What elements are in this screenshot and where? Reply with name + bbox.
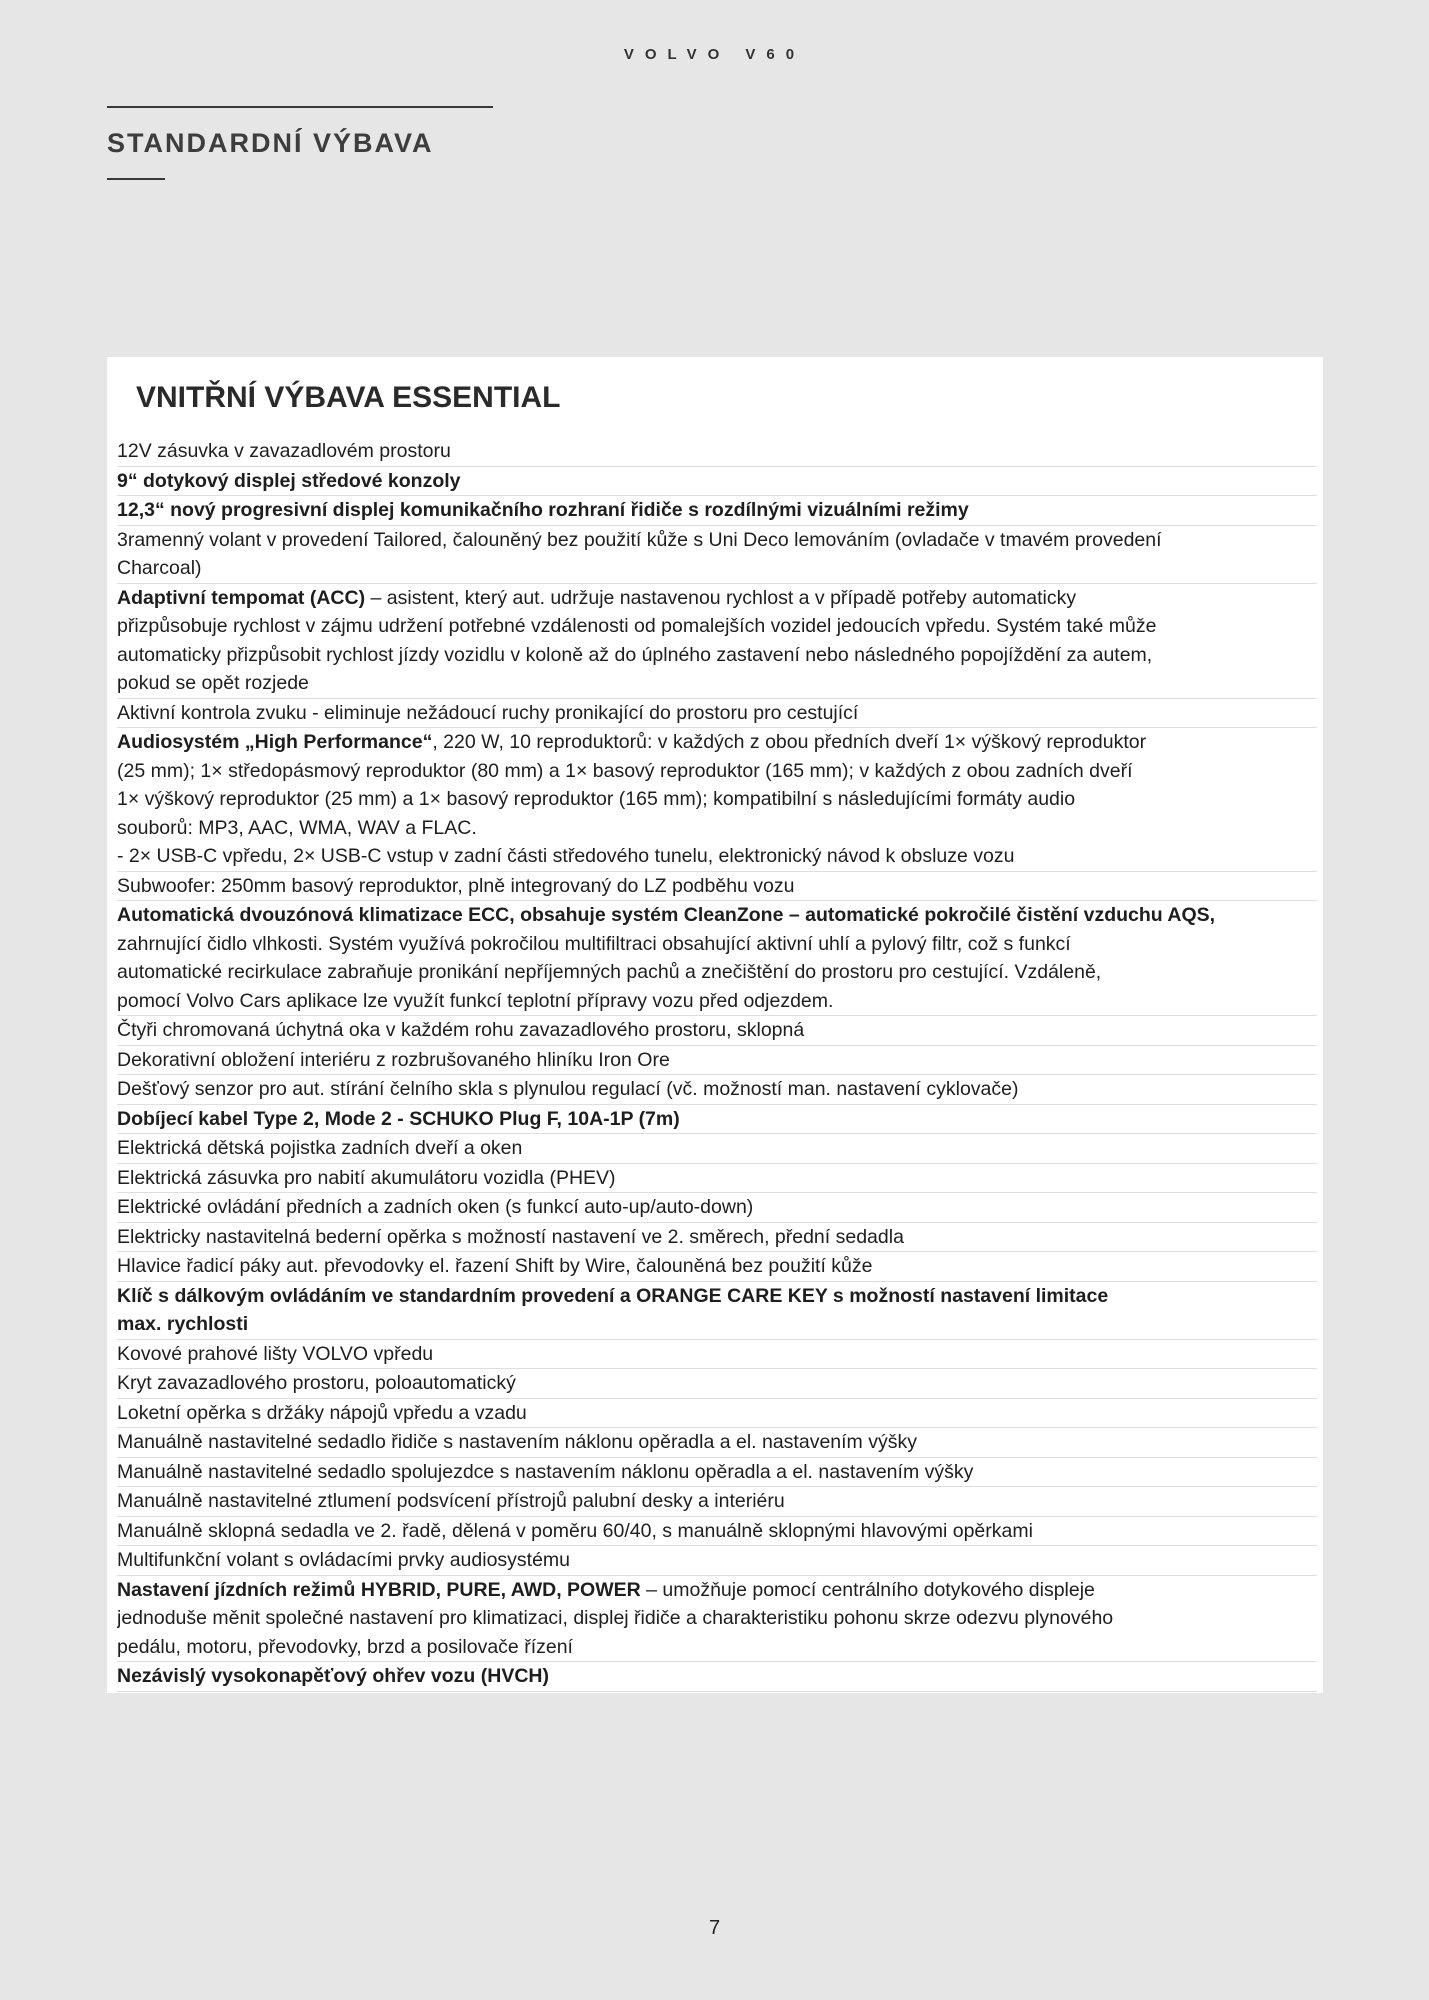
equipment-item [117,1046,1317,1076]
equipment-item-text: Kryt zavazadlového prostoru, poloautomatický [117,1372,516,1394]
equipment-item-line [117,1016,1317,1045]
equipment-item-line [117,1517,1317,1546]
equipment-item-bold: Klíč s dálkovým ovládáním ve standardním provedení a ORANGE CARE KEY s možností nastavení limitace [117,1284,1109,1307]
equipment-item-text: Elektrická dětská pojistka zadních dveří a oken [117,1137,523,1159]
equipment-item-bold: 9“ dotykový displej středové konzoly [117,469,461,492]
equipment-item-line [117,1252,1317,1281]
equipment-item [117,1075,1317,1105]
equipment-item-line [117,1134,1317,1163]
equipment-item [117,1193,1317,1223]
equipment-item-text: pokud se opět rozjede [117,672,309,694]
equipment-item-line [117,1369,1317,1398]
section-title: STANDARDNÍ VÝBAVA [107,128,434,158]
equipment-item-text: souborů: MP3, AAC, WMA, WAV a FLAC. [117,816,477,839]
equipment-item-bold: max. rychlosti [117,1313,249,1335]
equipment-item-text: automaticky přizpůsobit rychlost jízdy vozidlu v koloně až do úplného zastavení nebo následného popojíždění za autem, [117,643,1153,666]
equipment-item-text: Subwoofer: 250mm basový reproduktor, plně integrovaný do LZ podběhu vozu [117,874,795,897]
equipment-item-line [117,1633,1317,1662]
equipment-item-text: Manuálně nastavitelné sedadlo řidiče s nastavením náklonu opěradla a el. nastavením výšky [117,1431,917,1453]
equipment-item [117,1340,1317,1370]
equipment-item [117,1164,1317,1194]
equipment-item [117,1576,1317,1663]
equipment-item-bold: Automatická dvouzónová klimatizace ECC, obsahuje systém CleanZone – automatické pokročilé čistění vzduchu AQS, [117,904,1216,926]
equipment-item [117,584,1317,699]
equipment-item-line [117,1046,1317,1075]
equipment-item [117,467,1317,497]
equipment-panel [107,357,1323,1693]
equipment-item-line [117,1604,1317,1633]
equipment-item-line [117,987,1317,1016]
equipment-item-line [117,1546,1317,1575]
equipment-item-line [117,554,1317,583]
equipment-item [117,526,1317,584]
equipment-item-text: – asistent, který aut. udržuje nastavenou rychlost a v případě potřeby automaticky [365,586,1077,609]
equipment-item-text: pedálu, motoru, převodovky, brzd a posilovače řízení [117,1635,573,1658]
equipment-item-line [117,1193,1317,1222]
equipment-item-line [117,728,1317,757]
equipment-item-text: Loketní opěrka s držáky nápojů vpředu a vzadu [117,1401,527,1424]
equipment-item-bold: Dobíjecí kabel Type 2, Mode 2 - SCHUKO Plug F, 10A-1P (7m) [117,1107,680,1130]
equipment-item-line [117,872,1317,901]
equipment-item [117,1399,1317,1429]
equipment-item-text: Charcoal) [117,557,202,579]
equipment-item-bold: Audiosystém „High Performance“ [117,731,433,753]
equipment-item-line [117,1164,1317,1193]
equipment-item-line [117,785,1317,814]
equipment-item [117,1517,1317,1547]
equipment-item [117,901,1317,1016]
equipment-item [117,1105,1317,1135]
equipment-item-line [117,437,1317,466]
equipment-item-text: Dešťový senzor pro aut. stírání čelního skla s plynulou regulací (vč. možností man. nastavení cyklovače) [117,1078,1019,1100]
equipment-item [117,699,1317,729]
equipment-item-text: Multifunkční volant s ovládacími prvky audiosystému [117,1549,571,1571]
equipment-item-line [117,1458,1317,1487]
equipment-item-text: (25 mm); 1× středopásmový reproduktor (80 mm) a 1× basový reproduktor (165 mm); v každých z obou zadních dveří [117,759,1133,782]
equipment-item-line [117,1223,1317,1252]
equipment-item [117,1016,1317,1046]
equipment-item [117,496,1317,526]
equipment-item [117,437,1317,467]
equipment-item [117,1662,1317,1692]
equipment-item-text: Kovové prahové lišty VOLVO vpředu [117,1342,434,1365]
equipment-item-text: zahrnující čidlo vlhkosti. Systém využívá pokročilou multifiltraci obsahující aktivní uhlí a pylový filtr, což s funkcí [117,932,1071,955]
page-number: 7 [708,1917,721,1939]
equipment-item-text: přizpůsobuje rychlost v zájmu udržení potřebné vzdálenosti od pomalejších vozidel jedoucích vpředu. Systém také může [117,615,1157,637]
equipment-item-bold: Adaptivní tempomat (ACC) [117,586,366,609]
equipment-item-bold: 12,3“ nový progresivní displej komunikačního rozhraní řidiče s rozdílnými vizuálními režimy [117,499,969,521]
equipment-item-text: Elektrické ovládání předních a zadních oken (s funkcí auto-up/auto-down) [117,1196,754,1218]
brand-header: VOLVO V60 [623,46,806,63]
equipment-item-line [117,1075,1317,1104]
equipment-item-line [117,496,1317,525]
equipment-item [117,1252,1317,1282]
equipment-item-line [117,1428,1317,1457]
equipment-item-text: automatické recirkulace zabraňuje pronikání nepříjemných pachů a znečištění do prostoru pro cestující. Vzdáleně, [117,961,1102,983]
short-rule [107,178,165,180]
equipment-item-line [117,958,1317,987]
equipment-item-line [117,930,1317,959]
equipment-item-line [117,1487,1317,1516]
equipment-item-line [117,1576,1317,1605]
equipment-item [117,1223,1317,1253]
equipment-item-text: jednoduše měnit společné nastavení pro klimatizaci, displej řidiče a charakteristiku pohonu skrze odezvu plynového [117,1607,1114,1629]
equipment-item-line [117,1105,1317,1134]
equipment-item-text: Aktivní kontrola zvuku - eliminuje nežádoucí ruchy pronikající do prostoru pro cestující [117,701,859,724]
equipment-item-text: – umožňuje pomocí centrálního dotykového displeje [640,1578,1095,1601]
equipment-item-text: , 220 W, 10 reproduktorů: v každých z obou předních dveří 1× výškový reproduktor [432,731,1147,753]
equipment-item-line [117,1310,1317,1339]
equipment-item-bold: Nastavení jízdních režimů HYBRID, PURE, AWD, POWER [117,1578,641,1601]
equipment-item-line [117,526,1317,555]
equipment-item-line [117,757,1317,786]
equipment-item-text: Čtyři chromovaná úchytná oka v každém rohu zavazadlového prostoru, sklopná [117,1019,805,1041]
equipment-item-line [117,699,1317,728]
equipment-item-line [117,584,1317,613]
equipment-item [117,1546,1317,1576]
equipment-item-line [117,1282,1317,1311]
equipment-item-text: Elektrická zásuvka pro nabití akumulátoru vozidla (PHEV) [117,1166,616,1189]
equipment-item-line [117,901,1317,930]
equipment-item-line [117,669,1317,698]
equipment-item-text: 1× výškový reproduktor (25 mm) a 1× basový reproduktor (165 mm); kompatibilní s následujícími formáty audio [117,788,1076,810]
equipment-item-text: Manuálně nastavitelné ztlumení podsvícení přístrojů palubní desky a interiéru [117,1490,785,1512]
equipment-item-text: Dekorativní obložení interiéru z rozbrušovaného hliníku Iron Ore [117,1048,670,1071]
equipment-item-text: pomocí Volvo Cars aplikace lze využít funkcí teplotní přípravy vozu před odjezdem. [117,989,834,1012]
equipment-item-line [117,842,1317,871]
equipment-item-text: Manuálně sklopná sedadla ve 2. řadě, dělená v poměru 60/40, s manuálně sklopnými hlavovými opěrkami [117,1519,1033,1542]
equipment-item-text: Elektricky nastavitelná bederní opěrka s možností nastavení ve 2. směrech, přední sedadla [117,1225,904,1248]
top-rule [107,106,493,108]
equipment-item-line [117,467,1317,496]
equipment-item-bold: Nezávislý vysokonapěťový ohřev vozu (HVCH) [117,1665,549,1687]
equipment-item-line [117,1399,1317,1428]
equipment-item-text: 3ramenný volant v provedení Tailored, čalouněný bez použití kůže s Uni Deco lemováním (ovladače v tmavém provedení [117,528,1162,551]
equipment-item-text: Hlavice řadicí páky aut. převodovky el. řazení Shift by Wire, čalouněná bez použití kůže [117,1255,873,1277]
equipment-item-line [117,1340,1317,1369]
equipment-item-line [117,814,1317,843]
equipment-item [117,1134,1317,1164]
equipment-item [117,1428,1317,1458]
panel-title: VNITŘNÍ VÝBAVA ESSENTIAL [136,381,561,414]
equipment-item [117,1458,1317,1488]
equipment-item [117,728,1317,872]
equipment-item-text: 12V zásuvka v zavazadlovém prostoru [117,440,451,462]
equipment-item-line [117,612,1317,641]
equipment-item-text: - 2× USB-C vpředu, 2× USB-C vstup v zadní části středového tunelu, elektronický návod k obsluze vozu [117,845,1015,867]
equipment-item [117,1282,1317,1340]
equipment-item [117,872,1317,902]
equipment-list [117,437,1317,1692]
equipment-item-line [117,641,1317,670]
equipment-item-line [117,1662,1317,1691]
equipment-item [117,1369,1317,1399]
equipment-item [117,1487,1317,1517]
equipment-item-text: Manuálně nastavitelné sedadlo spolujezdce s nastavením náklonu opěradla a el. nastavením výšky [117,1460,974,1483]
